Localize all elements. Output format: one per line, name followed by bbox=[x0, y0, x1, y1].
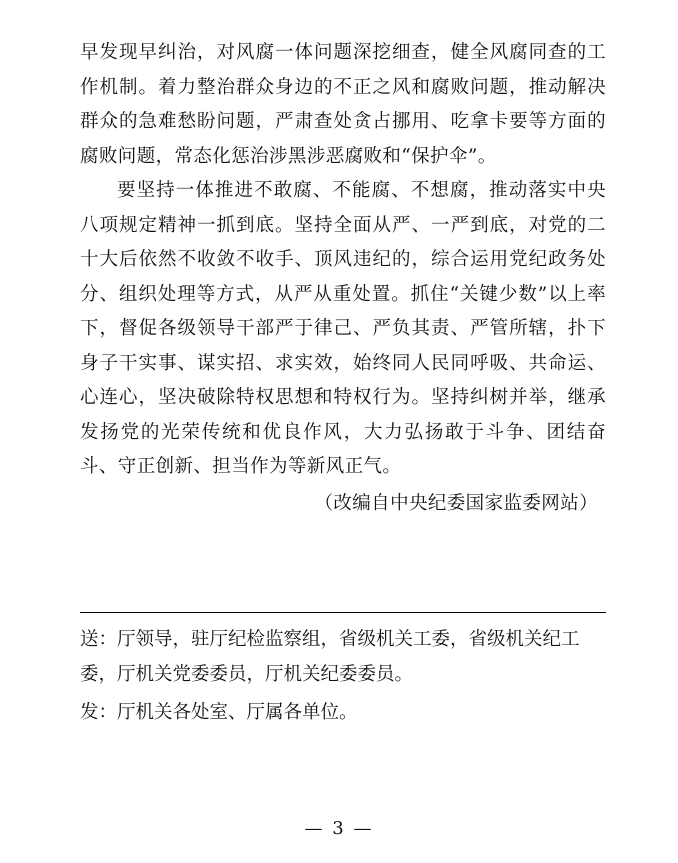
distribution-issue-text: 厅机关各处室、厅属各单位。 bbox=[117, 702, 358, 723]
distribution-issue-label: 发： bbox=[80, 702, 118, 723]
source-note: （改编自中央纪委国家监委网站） bbox=[314, 492, 598, 514]
document-body bbox=[80, 36, 606, 521]
distribution-send-text: 厅领导，驻厅纪检监察组，省级机关工委，省级机关纪工委，厅机关党委委员，厅机关纪委委员。 bbox=[80, 629, 580, 685]
paragraph-2: 要坚持一体推进不敢腐、不能腐、不想腐，推动落实中央八项规定精神一抓到底。坚持全面从严、一严到底，对党的二十大后依然不收敛不收手、顶风违纪的，综合运用党纪政务处分、组织处理等方式，从严从重处置。抓住“关键少数”以上率下，督促各级领导干部严于律己、严负其责、严管所辖，扑下身子干实事、谋实招、求实效，始终同人民同呼吸、共命运、心连心，坚决破除特权思想和特权行为。坚持纠树并举，继承发扬党的光荣传统和优良作风，大力弘扬敢于斗争、团结奋斗、守正创新、担当作为等新风正气。 bbox=[80, 180, 606, 477]
distribution-send-line bbox=[80, 623, 606, 692]
page-number: — 3 — bbox=[304, 818, 374, 839]
distribution-section bbox=[80, 612, 606, 731]
distribution-block bbox=[80, 613, 606, 731]
paragraph-1: 早发现早纠治，对风腐一体问题深挖细查，健全风腐同查的工作机制。着力整治群众身边的不正之风和腐败问题，推动解决群众的急难愁盼问题，严肃查处贪占挪用、吃拿卡要等方面的腐败问题，常态化惩治涉黑涉恶腐败和“保护伞”。 bbox=[80, 42, 606, 167]
distribution-issue-line bbox=[80, 696, 606, 731]
distribution-send-label: 送： bbox=[80, 629, 118, 650]
